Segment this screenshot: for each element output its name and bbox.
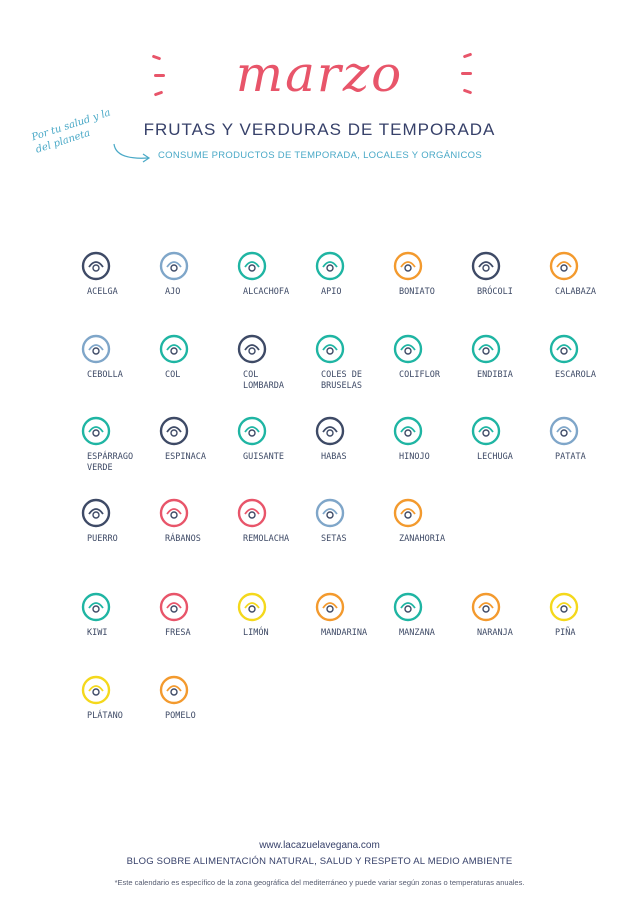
beetroot-icon (234, 495, 270, 531)
vegetable-item-label: HABAS (321, 452, 347, 462)
vegetable-item (311, 331, 391, 392)
vegetable-item (311, 248, 391, 298)
asparagus-icon (78, 413, 114, 449)
fruit-item (545, 589, 625, 639)
broccoli-icon (468, 248, 504, 284)
vegetable-item (77, 495, 157, 545)
vegetable-item (155, 413, 235, 463)
curved-arrow-icon (110, 140, 154, 166)
vegetable-item (545, 413, 625, 463)
fruit-item-label: MANDARINA (321, 628, 368, 638)
vegetable-item-label: BONIATO (399, 287, 435, 297)
vegetable-item-label: CALABAZA (555, 287, 596, 297)
radish-icon (156, 495, 192, 531)
vegetable-item-label: ALCACHOFA (243, 287, 290, 297)
tangerine-icon (312, 589, 348, 625)
fruit-item-label: PIÑA (555, 628, 576, 638)
vegetable-item (467, 248, 547, 298)
fruit-item (389, 589, 469, 639)
fruit-item (77, 672, 157, 722)
banana-icon (78, 672, 114, 708)
vegetable-item-label: AJO (165, 287, 181, 297)
cabbage-icon (156, 331, 192, 367)
vegetable-item-label: COL LOMBARDA (243, 370, 284, 391)
carrot-icon (390, 495, 426, 531)
vegetable-item (155, 248, 235, 298)
grapefruit-icon (156, 672, 192, 708)
vegetable-item-label: HINOJO (399, 452, 430, 462)
brussels-sprouts-icon (312, 331, 348, 367)
vegetable-item-label: PUERRO (87, 534, 118, 544)
vegetable-item-label: SETAS (321, 534, 347, 544)
vegetable-item (311, 413, 391, 463)
handwritten-note: Por tu salud y la del planeta (30, 107, 113, 156)
escarole-icon (546, 331, 582, 367)
spinach-icon (156, 413, 192, 449)
vegetable-item (311, 495, 391, 545)
celery-icon (312, 248, 348, 284)
sweet-potato-icon (390, 248, 426, 284)
fruit-item-label: KIWI (87, 628, 108, 638)
vegetable-item (77, 413, 157, 474)
lemon-icon (234, 589, 270, 625)
vegetable-item-label: PATATA (555, 452, 586, 462)
vegetable-item (233, 495, 313, 545)
vegetable-item-label: ESPÁRRAGO VERDE (87, 452, 134, 473)
vegetable-item (233, 331, 313, 392)
fruit-item (233, 589, 313, 639)
vegetable-item (545, 331, 625, 381)
lettuce-icon (468, 413, 504, 449)
vegetable-item-label: ZANAHORIA (399, 534, 446, 544)
orange-icon (468, 589, 504, 625)
fruit-item-label: MANZANA (399, 628, 435, 638)
pineapple-icon (546, 589, 582, 625)
broad-beans-icon (312, 413, 348, 449)
peas-icon (234, 413, 270, 449)
vegetable-item-label: GUISANTE (243, 452, 284, 462)
vegetable-item (389, 413, 469, 463)
potato-icon (546, 413, 582, 449)
vegetable-item-label: ESPINACA (165, 452, 206, 462)
footer-disclaimer: *Este calendario es específico de la zona geográfica del mediterráneo y puede variar según zonas o temperaturas anuales. (114, 878, 525, 887)
vegetable-item (155, 495, 235, 545)
fruit-item (467, 589, 547, 639)
fruit-item-label: PLÁTANO (87, 711, 123, 721)
fennel-icon (390, 413, 426, 449)
vegetable-item (545, 248, 625, 298)
cauliflower-icon (390, 331, 426, 367)
pumpkin-icon (546, 248, 582, 284)
vegetable-item-label: CEBOLLA (87, 370, 123, 380)
fruit-item (311, 589, 391, 639)
footer-url: www.lacazuelavegana.com (259, 840, 380, 851)
chard-icon (78, 248, 114, 284)
artichoke-icon (234, 248, 270, 284)
tagline: CONSUME PRODUCTOS DE TEMPORADA, LOCALES Y ORGÁNICOS (158, 150, 482, 161)
vegetable-item-label: ENDIBIA (477, 370, 513, 380)
vegetable-item-label: COLIFLOR (399, 370, 440, 380)
vegetable-item-label: REMOLACHA (243, 534, 290, 544)
vegetable-item (77, 248, 157, 298)
vegetable-item-label: COL (165, 370, 181, 380)
footer-blog-description: BLOG SOBRE ALIMENTACIÓN NATURAL, SALUD Y RESPETO AL MEDIO AMBIENTE (126, 856, 513, 867)
fruit-item (155, 589, 235, 639)
vegetable-item-label: COLES DE BRUSELAS (321, 370, 362, 391)
vegetable-item (233, 413, 313, 463)
vegetable-item-label: APIO (321, 287, 342, 297)
vegetable-item-label: LECHUGA (477, 452, 513, 462)
apple-icon (390, 589, 426, 625)
fruit-item-label: POMELO (165, 711, 196, 721)
page-subtitle: FRUTAS Y VERDURAS DE TEMPORADA (143, 120, 496, 139)
fruit-item-label: LIMÓN (243, 628, 269, 638)
vegetable-item (155, 331, 235, 381)
vegetable-item-label: BRÓCOLI (477, 287, 513, 297)
mushroom-icon (312, 495, 348, 531)
garlic-icon (156, 248, 192, 284)
vegetable-item-label: ESCAROLA (555, 370, 596, 380)
vegetable-item (389, 331, 469, 381)
vegetable-item (389, 248, 469, 298)
strawberry-icon (156, 589, 192, 625)
fruit-item-label: NARANJA (477, 628, 513, 638)
fruit-item-label: FRESA (165, 628, 191, 638)
onion-icon (78, 331, 114, 367)
vegetable-item (467, 331, 547, 381)
kiwi-icon (78, 589, 114, 625)
vegetable-item-label: ACELGA (87, 287, 118, 297)
vegetable-item-label: RÁBANOS (165, 534, 201, 544)
vegetable-item (389, 495, 469, 545)
fruit-item (77, 589, 157, 639)
vegetable-item (467, 413, 547, 463)
page-title: marzo (235, 45, 404, 103)
leek-icon (78, 495, 114, 531)
endive-icon (468, 331, 504, 367)
fruit-item (155, 672, 235, 722)
vegetable-item (77, 331, 157, 381)
red-cabbage-icon (234, 331, 270, 367)
vegetable-item (233, 248, 313, 298)
